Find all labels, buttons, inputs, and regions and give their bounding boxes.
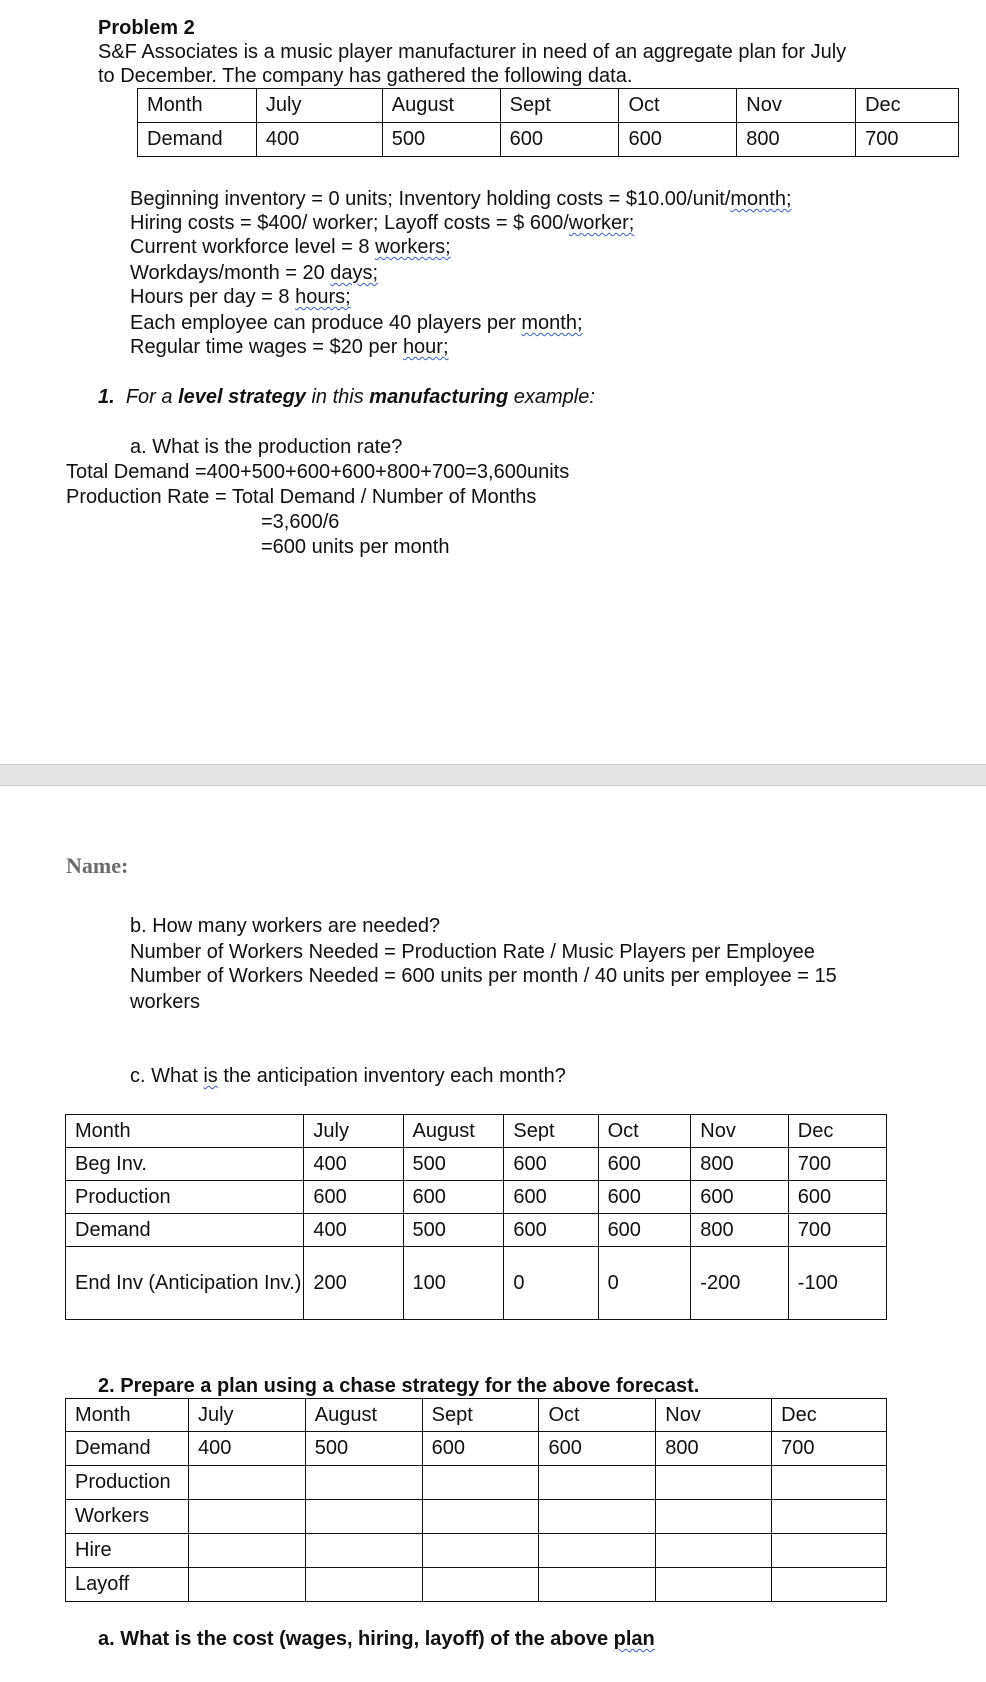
blank-cell[interactable] xyxy=(539,1500,656,1534)
table-cell: 600 xyxy=(691,1181,788,1214)
blank-cell[interactable] xyxy=(422,1534,539,1568)
table-cell: July xyxy=(304,1115,403,1148)
blank-cell[interactable] xyxy=(422,1568,539,1602)
data-text: Each employee can produce 40 players per xyxy=(130,312,522,334)
q1-text: in this xyxy=(305,386,370,408)
problem-title: Problem 2 xyxy=(98,17,195,39)
table-row xyxy=(66,1534,887,1568)
table-cell: 600 xyxy=(504,1181,598,1214)
q1-emphasis: manufacturing xyxy=(369,386,509,408)
blank-cell[interactable] xyxy=(188,1534,305,1568)
table-cell: 100 xyxy=(403,1247,504,1320)
table-cell: 500 xyxy=(382,123,500,157)
q1b-answer-line-3: workers xyxy=(130,991,201,1013)
q1a-answer-line-1: Total Demand =400+500+600+600+800+700=3,600units xyxy=(66,461,570,483)
blank-cell[interactable] xyxy=(772,1500,887,1534)
data-line-wages xyxy=(130,335,449,359)
table-row xyxy=(66,1432,887,1466)
table-cell: -100 xyxy=(788,1247,886,1320)
demand-table-demand-row xyxy=(138,123,959,157)
table-cell: Workers xyxy=(66,1500,189,1534)
spell-flag: days; xyxy=(330,262,379,284)
table-cell: July xyxy=(188,1399,305,1432)
q1a-answer-line-4: =600 units per month xyxy=(261,536,450,558)
table-cell: Month xyxy=(66,1399,189,1432)
spell-flag: month; xyxy=(730,188,792,210)
blank-cell[interactable] xyxy=(422,1500,539,1534)
page-break-divider xyxy=(0,764,986,786)
table-cell: Sept xyxy=(422,1399,539,1432)
table-cell: 800 xyxy=(691,1214,788,1247)
data-line-hiring xyxy=(130,211,634,235)
table-cell: Demand xyxy=(138,123,257,157)
table-cell: July xyxy=(256,89,382,123)
data-text: Hours per day = 8 xyxy=(130,286,296,308)
table-cell: 600 xyxy=(598,1181,691,1214)
blank-cell[interactable] xyxy=(188,1568,305,1602)
table-cell: Dec xyxy=(856,89,959,123)
table-row xyxy=(66,1500,887,1534)
intro-line-1: S&F Associates is a music player manufacturer in need of an aggregate plan for July xyxy=(98,41,847,63)
q1a-answer-line-3: =3,600/6 xyxy=(261,511,340,533)
data-line-workforce xyxy=(130,235,451,259)
data-line-hours xyxy=(130,285,351,309)
table-cell: 400 xyxy=(304,1214,403,1247)
table-cell: August xyxy=(305,1399,422,1432)
table-row xyxy=(66,1181,887,1214)
intro-line-2: to December. The company has gathered the following data. xyxy=(98,65,633,87)
table-cell: 400 xyxy=(256,123,382,157)
table-cell: Oct xyxy=(619,89,737,123)
data-line-workdays xyxy=(130,261,378,285)
table-cell: 500 xyxy=(305,1432,422,1466)
blank-cell[interactable] xyxy=(539,1534,656,1568)
table-cell: 600 xyxy=(422,1432,539,1466)
table-cell: 400 xyxy=(188,1432,305,1466)
table-cell: August xyxy=(382,89,500,123)
table-cell: 500 xyxy=(403,1148,504,1181)
table-cell: Sept xyxy=(500,89,619,123)
table-cell: Hire xyxy=(66,1534,189,1568)
table-cell: 600 xyxy=(403,1181,504,1214)
q1c-text: the anticipation inventory each month? xyxy=(217,1065,566,1087)
table-cell: 600 xyxy=(304,1181,403,1214)
table-cell: Oct xyxy=(598,1115,691,1148)
table-cell: Layoff xyxy=(66,1568,189,1602)
table-cell: 800 xyxy=(656,1432,772,1466)
q1a-answer-line-2: Production Rate = Total Demand / Number of Months xyxy=(66,486,537,508)
table-cell: 800 xyxy=(737,123,856,157)
data-text: Regular time wages = $20 per xyxy=(130,336,403,358)
q1-heading xyxy=(98,385,595,409)
table-cell: Demand xyxy=(66,1432,189,1466)
table-cell: 800 xyxy=(691,1148,788,1181)
blank-cell[interactable] xyxy=(539,1568,656,1602)
spell-flag: plan xyxy=(613,1628,655,1650)
table-cell: Dec xyxy=(772,1399,887,1432)
table-cell: Beg Inv. xyxy=(66,1148,304,1181)
table-cell: 700 xyxy=(856,123,959,157)
chase-strategy-table xyxy=(65,1398,887,1602)
blank-cell[interactable] xyxy=(305,1568,422,1602)
blank-cell[interactable] xyxy=(305,1466,422,1500)
q1-emphasis: level strategy xyxy=(178,386,306,408)
anticipation-inventory-table xyxy=(65,1114,887,1320)
table-cell: 200 xyxy=(304,1247,403,1320)
table-cell: 0 xyxy=(504,1247,598,1320)
table-cell: 700 xyxy=(788,1214,886,1247)
table-cell: 600 xyxy=(619,123,737,157)
table-cell: Sept xyxy=(504,1115,598,1148)
table-cell: 700 xyxy=(788,1148,886,1181)
table-cell: 500 xyxy=(403,1214,504,1247)
blank-cell[interactable] xyxy=(656,1500,772,1534)
table-cell: 600 xyxy=(598,1148,691,1181)
table-cell: Month xyxy=(138,89,257,123)
table-cell: 600 xyxy=(504,1214,598,1247)
table-cell: 600 xyxy=(598,1214,691,1247)
spell-flag: worker; xyxy=(568,212,635,234)
spell-flag: workers; xyxy=(375,236,451,258)
table-row xyxy=(66,1568,887,1602)
table-cell: Production xyxy=(66,1181,304,1214)
demand-table-header-row xyxy=(138,89,959,123)
blank-cell[interactable] xyxy=(188,1500,305,1534)
q1-number: 1. xyxy=(98,386,115,408)
table-cell: Dec xyxy=(788,1115,886,1148)
table-cell: 600 xyxy=(788,1181,886,1214)
spell-flag: hours; xyxy=(295,286,351,308)
name-label: Name: xyxy=(66,853,129,878)
data-text: Current workforce level = 8 xyxy=(130,236,376,258)
table-cell: -200 xyxy=(691,1247,788,1320)
table-cell: 600 xyxy=(504,1148,598,1181)
table-cell: Production xyxy=(66,1466,189,1500)
q1-text: example: xyxy=(508,386,595,408)
q1b-question: b. How many workers are needed? xyxy=(130,915,441,937)
blank-cell[interactable] xyxy=(656,1568,772,1602)
table-cell: 600 xyxy=(539,1432,656,1466)
blank-cell[interactable] xyxy=(772,1466,887,1500)
q1a-question: a. What is the production rate? xyxy=(130,436,403,458)
table-cell: Month xyxy=(66,1115,304,1148)
q1b-answer-line-2: Number of Workers Needed = 600 units per month / 40 units per employee = 15 xyxy=(130,965,837,987)
data-line-inventory xyxy=(130,187,792,211)
data-text: Hiring costs = $400/ worker; Layoff costs = $ 600/ xyxy=(130,212,569,234)
blank-cell[interactable] xyxy=(305,1500,422,1534)
table-cell: 400 xyxy=(304,1148,403,1181)
table-row xyxy=(66,1247,887,1320)
data-text: Beginning inventory = 0 units; Inventory holding costs = $10.00/unit/ xyxy=(130,188,731,210)
table-row xyxy=(66,1399,887,1432)
table-cell: 700 xyxy=(772,1432,887,1466)
table-row xyxy=(66,1148,887,1181)
q1-text: For a xyxy=(125,386,179,408)
table-row xyxy=(66,1115,887,1148)
table-cell: Nov xyxy=(737,89,856,123)
blank-cell[interactable] xyxy=(188,1466,305,1500)
table-cell: Nov xyxy=(691,1115,788,1148)
table-cell: Oct xyxy=(539,1399,656,1432)
grammar-flag: is xyxy=(203,1065,218,1087)
blank-cell[interactable] xyxy=(422,1466,539,1500)
q2-title: 2. Prepare a plan using a chase strategy for the above forecast. xyxy=(98,1375,700,1397)
data-line-productivity xyxy=(130,311,583,335)
blank-cell[interactable] xyxy=(772,1568,887,1602)
blank-cell[interactable] xyxy=(772,1534,887,1568)
table-row xyxy=(66,1214,887,1247)
q2a-question xyxy=(98,1627,655,1651)
table-cell: Demand xyxy=(66,1214,304,1247)
table-cell: 600 xyxy=(500,123,619,157)
q1c-text: c. What xyxy=(130,1065,204,1087)
table-cell: August xyxy=(403,1115,504,1148)
table-cell: End Inv (Anticipation Inv.) xyxy=(66,1247,304,1320)
q1b-answer-line-1: Number of Workers Needed = Production Rate / Music Players per Employee xyxy=(130,941,815,963)
table-row xyxy=(66,1466,887,1500)
q2a-text: a. What is the cost (wages, hiring, layoff) of the above xyxy=(98,1628,614,1650)
table-cell: Nov xyxy=(656,1399,772,1432)
q1c-question xyxy=(130,1064,566,1088)
blank-cell[interactable] xyxy=(656,1534,772,1568)
spell-flag: month; xyxy=(521,312,583,334)
demand-table xyxy=(137,88,959,157)
spell-flag: hour; xyxy=(402,336,449,358)
blank-cell[interactable] xyxy=(539,1466,656,1500)
blank-cell[interactable] xyxy=(305,1534,422,1568)
data-text: Workdays/month = 20 xyxy=(130,262,331,284)
table-cell: 0 xyxy=(598,1247,691,1320)
blank-cell[interactable] xyxy=(656,1466,772,1500)
